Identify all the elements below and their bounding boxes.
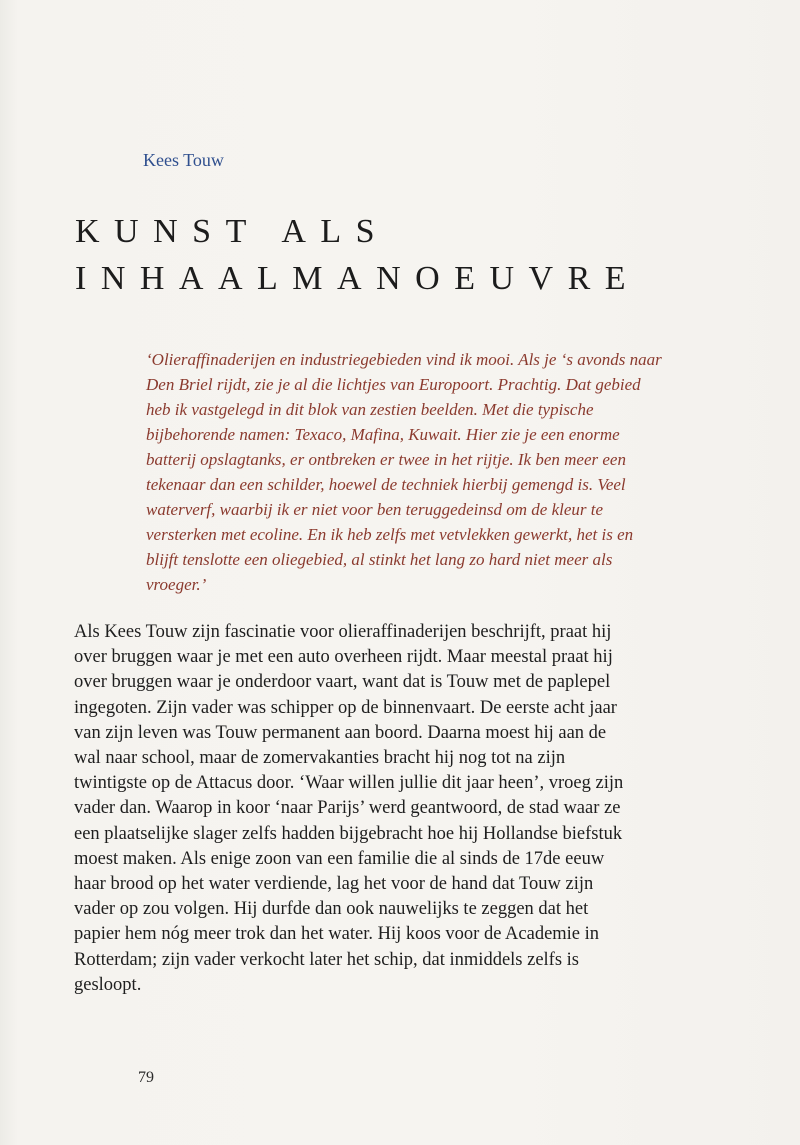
body-line: ingegoten. Zijn vader was schipper op de binnenvaart. De eerste acht jaar: [74, 697, 617, 718]
body-line: van zijn leven was Touw permanent aan boord. Daarna moest hij aan de: [74, 722, 607, 743]
body-line: moest maken. Als enige zoon van een familie die al sinds de 17de eeuw: [74, 848, 605, 869]
body-paragraph: [74, 620, 714, 998]
quote-line: blijft tenslotte een oliegebied, al stinkt het lang zo hard niet meer als: [146, 550, 613, 569]
body-line: gesloopt.: [74, 974, 142, 995]
body-line: wal naar school, maar de zomervakanties bracht hij nog tot na zijn: [74, 748, 566, 769]
quote-line: versterken met ecoline. En ik heb zelfs met vetvlekken gewerkt, het is en: [146, 525, 634, 544]
body-line: Als Kees Touw zijn fascinatie voor olieraffinaderijen beschrijft, praat hij: [74, 622, 612, 642]
quote-line: vroeger.’: [146, 575, 207, 594]
quote-line: ‘Olieraffinaderijen en industriegebieden vind ik mooi. Als je ‘s avonds naar: [146, 350, 662, 369]
body-line: over bruggen waar je met een auto overheen rijdt. Maar meestal praat hij: [74, 647, 613, 668]
body-line: papier hem nóg meer trok dan het water. Hij koos voor de Academie in: [74, 924, 600, 945]
quote-line: Den Briel rijdt, zie je al die lichtjes van Europoort. Prachtig. Dat gebied: [146, 375, 641, 394]
body-line: haar brood op het water verdiende, lag het voor de hand dat Touw zijn: [74, 874, 594, 895]
body-line: twintigste op de Attacus door. ‘Waar willen jullie dit jaar heen’, vroeg zijn: [74, 773, 624, 794]
quote-line: batterij opslagtanks, er ontbreken er twee in het rijtje. Ik ben meer een: [146, 450, 626, 469]
chapter-title-line-2: INHAALMANOEUVRE: [75, 260, 641, 297]
body-line: vader op zou volgen. Hij durfde dan ook nauwelijks te zeggen dat het: [74, 899, 589, 920]
body-line: over bruggen waar je onderdoor vaart, want dat is Touw met de paplepel: [74, 672, 611, 693]
pull-quote: [146, 347, 686, 597]
chapter-title-line-1: KUNST ALS: [75, 213, 390, 250]
quote-line: tekenaar dan een schilder, hoewel de techniek hierbij gemengd is. Veel: [146, 475, 626, 494]
body-line: vader dan. Waarop in koor ‘naar Parijs’ werd geantwoord, de stad waar ze: [74, 798, 621, 819]
chapter-title: [75, 208, 640, 302]
quote-line: bijbehorende namen: Texaco, Mafina, Kuwait. Hier zie je een enorme: [146, 425, 620, 444]
page-number: 79: [138, 1069, 154, 1086]
quote-line: heb ik vastgelegd in dit blok van zestien beelden. Met die typische: [146, 400, 594, 419]
body-line: een plaatselijke slager zelfs hadden bijgebracht hoe hij Hollandse biefstuk: [74, 823, 623, 844]
author-name: Kees Touw: [143, 150, 224, 170]
body-line: Rotterdam; zijn vader verkocht later het schip, dat inmiddels zelfs is: [74, 949, 580, 970]
quote-line: waterverf, waarbij ik er niet voor ben teruggedeinsd om de kleur te: [146, 500, 604, 519]
